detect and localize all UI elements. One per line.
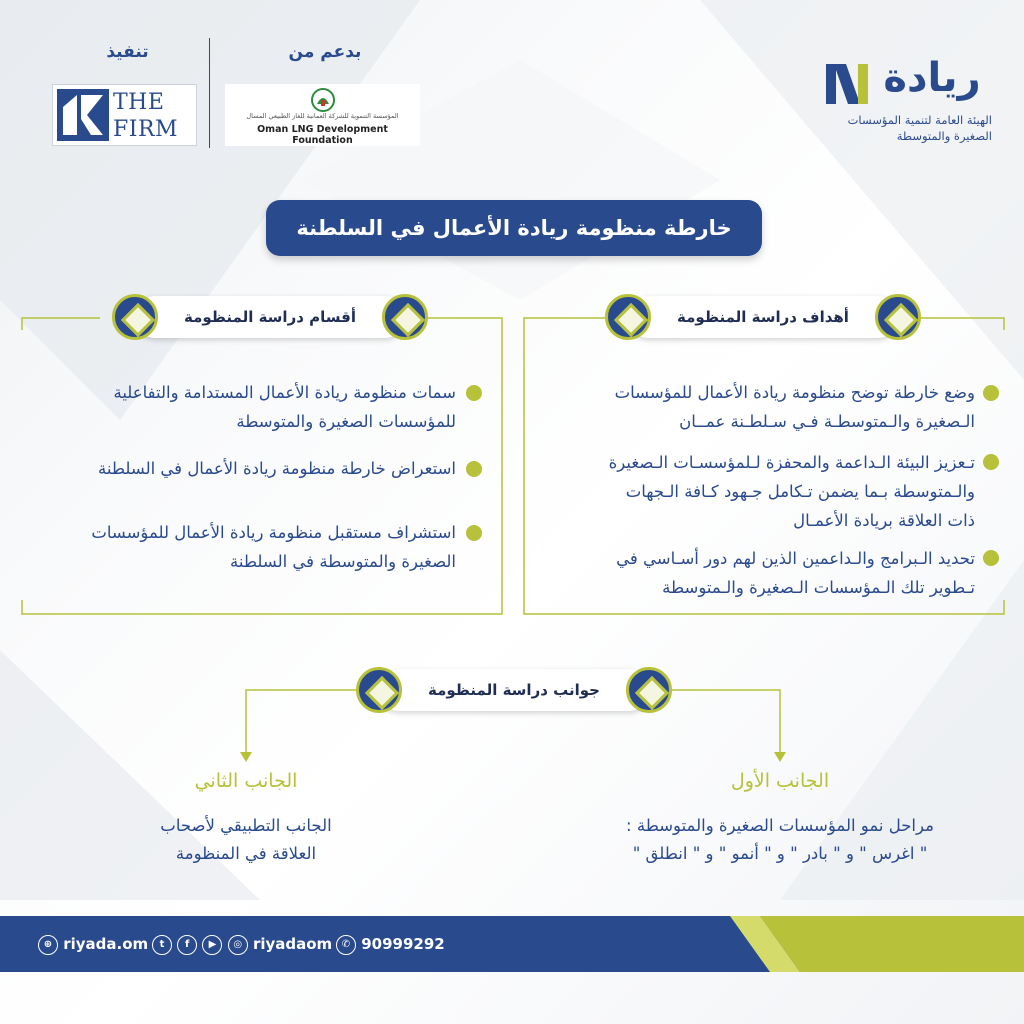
diamond-icon	[382, 294, 428, 340]
objective-line: والـمتوسطة بـما يضمن تـكامل جـهود كـافة الـجهات	[625, 482, 975, 501]
whatsapp-icon: ✆	[336, 935, 356, 955]
website-link[interactable]	[38, 916, 148, 972]
bullet-dot-icon	[983, 454, 999, 470]
first-aspect-line: " اغرس " و " بادر " و " أنمو " و " انطلق "	[632, 844, 928, 863]
twitter-icon[interactable]: t	[152, 935, 172, 955]
section-item	[24, 454, 456, 483]
aspects-header	[356, 667, 672, 713]
diamond-icon	[875, 294, 921, 340]
objective-item	[530, 378, 975, 436]
first-aspect-line: مراحل نمو المؤسسات الصغيرة والمتوسطة :	[626, 816, 934, 835]
diamond-icon	[605, 294, 651, 340]
objective-line: تـعزيز البيئة الـداعمة والمحفزة لـلمؤسسـات الـصغيرة	[608, 453, 975, 472]
bullet-dot-icon	[466, 385, 482, 401]
second-aspect-body	[106, 812, 386, 868]
objective-line: تـطوير تلك الـمؤسسات الـصغيرة والـمتوسطة	[662, 578, 975, 597]
objective-line: ذات العلاقة بريادة الأعمـال	[793, 511, 975, 530]
instagram-icon[interactable]: ◎	[228, 935, 248, 955]
section-line: استشراف مستقبل منظومة ريادة الأعمال للمؤسسات	[91, 523, 456, 542]
globe-icon: ⊕	[38, 935, 58, 955]
riyada-subtitle-line: الهيئة العامة لتنمية المؤسسات	[847, 113, 992, 127]
section-line: الصغيرة والمتوسطة في السلطنة	[230, 552, 456, 571]
page-title: خارطة منظومة ريادة الأعمال في السلطنة	[266, 200, 762, 256]
bullet-dot-icon	[983, 550, 999, 566]
youtube-icon[interactable]: ▶	[202, 935, 222, 955]
objective-item	[530, 544, 975, 602]
sections-header	[112, 294, 428, 340]
social-links	[152, 916, 332, 972]
first-aspect-title: الجانب الأول	[730, 770, 830, 792]
footer-accent	[700, 916, 1024, 972]
support-label: بدعم من	[288, 42, 362, 62]
phone-number: 90999292	[361, 935, 445, 953]
riyada-brand-name: ريادة	[883, 55, 981, 101]
section-line: استعراض خارطة منظومة ريادة الأعمال في السلطنة	[98, 459, 456, 478]
execution-label: تنفيذ	[106, 42, 149, 62]
social-handle[interactable]: riyadaom	[252, 935, 333, 953]
section-line: سمات منظومة ريادة الأعمال المستدامة والتفاعلية	[113, 383, 456, 402]
lng-english-name: Oman LNG Development Foundation	[257, 124, 388, 146]
second-aspect-line: الجانب التطبيقي لأصحاب	[160, 816, 332, 835]
firm-name-line2: FIRM	[113, 117, 179, 142]
phone-link[interactable]	[336, 916, 445, 972]
bullet-dot-icon	[466, 525, 482, 541]
facebook-icon[interactable]: f	[177, 935, 197, 955]
lng-arabic-name: المؤسسة التنموية للشركة العمانية للغاز الطبيعي المسال	[246, 112, 399, 120]
objective-line: الـصغيرة والـمتوسطـة فـي سـلطـنة عمــان	[679, 412, 975, 431]
sections-header-label: أقسام دراسة المنظومة	[134, 296, 406, 338]
bullet-dot-icon	[983, 385, 999, 401]
section-item	[24, 378, 456, 436]
diamond-icon	[112, 294, 158, 340]
aspects-header-label: جوانب دراسة المنظومة	[378, 669, 650, 711]
objectives-header-label: أهداف دراسة المنظومة	[627, 296, 899, 338]
first-aspect-body	[560, 812, 1000, 868]
bullet-dot-icon	[466, 461, 482, 477]
section-line: للمؤسسات الصغيرة والمتوسطة	[236, 412, 456, 431]
section-item	[24, 518, 456, 576]
website-text: riyada.om	[63, 935, 149, 953]
objectives-header	[605, 294, 921, 340]
diamond-icon	[356, 667, 402, 713]
firm-name-line1: THE	[113, 90, 165, 115]
second-aspect-line: العلاقة في المنظومة	[175, 844, 317, 863]
objective-item	[530, 448, 975, 535]
objective-line: وضع خارطة توضح منظومة ريادة الأعمال للمؤسسات	[614, 383, 975, 402]
diamond-icon	[626, 667, 672, 713]
riyada-subtitle-line: الصغيرة والمتوسطة	[896, 129, 992, 143]
second-aspect-title: الجانب الثاني	[194, 770, 298, 792]
objective-line: تحديد الـبرامج والـداعمين الذين لهم دور أسـاسي في	[616, 549, 975, 568]
